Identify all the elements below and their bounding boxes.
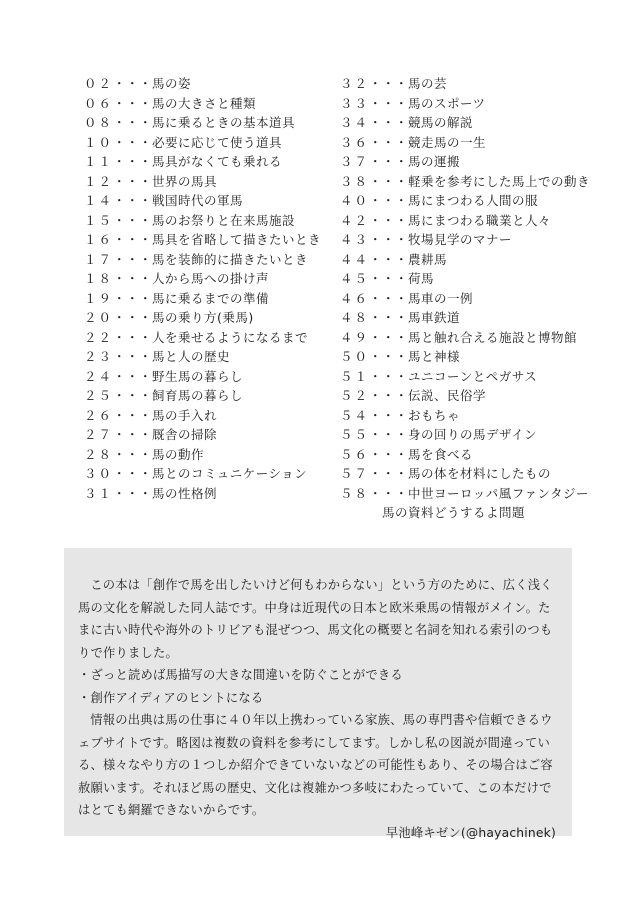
toc-title: 野生馬の暮らし	[152, 368, 244, 384]
toc-entry	[340, 172, 600, 192]
toc-entry	[84, 425, 339, 445]
toc-entry	[340, 484, 600, 523]
toc-separator: ・・・	[113, 427, 153, 442]
toc-title: 馬具がなくても乗れる	[152, 154, 283, 169]
toc-entry	[340, 74, 600, 94]
toc-page-number: １６	[84, 232, 114, 247]
toc-page-number: １９	[84, 290, 114, 306]
toc-separator: ・・・	[113, 173, 153, 189]
toc-page-number: ３０	[84, 466, 114, 481]
toc-page-number: ２８	[84, 446, 114, 462]
toc-page-number: ２７	[84, 427, 114, 442]
toc-separator: ・・・	[113, 290, 153, 306]
toc-title: 人から馬への掛け声	[152, 271, 270, 286]
toc-entry	[84, 464, 339, 484]
toc-entry	[84, 328, 339, 348]
toc-separator: ・・・	[113, 349, 153, 364]
toc-separator: ・・・	[113, 368, 153, 384]
toc-page-number: ４５	[340, 271, 370, 286]
toc-title: 荷馬	[408, 271, 435, 286]
toc-separator: ・・・	[369, 368, 409, 384]
toc-entry	[84, 211, 339, 231]
intro-bullet: ・ざっと読めば馬描写の大きな間違いを防ぐことができる	[78, 668, 403, 682]
toc-separator: ・・・	[369, 388, 409, 403]
toc-title: 馬の芸	[408, 76, 448, 91]
toc-page-number: ３７	[340, 154, 370, 169]
toc-title: 世界の馬具	[152, 173, 218, 189]
toc-entry	[84, 250, 339, 270]
toc-entry	[84, 445, 339, 465]
toc-entry	[84, 113, 339, 133]
toc-separator: ・・・	[113, 407, 153, 423]
toc-entry	[340, 406, 600, 426]
toc-title: 馬を装飾的に描きたいとき	[152, 251, 309, 267]
toc-title: 馬車鉄道	[408, 310, 461, 325]
toc-page-number: ２４	[84, 368, 114, 384]
toc-page-number: １１	[84, 154, 114, 169]
toc-title: 馬具を省略して描きたいとき	[152, 232, 322, 247]
toc-page-number: １８	[84, 271, 114, 286]
toc-entry	[84, 172, 339, 192]
toc-entry	[84, 230, 339, 250]
toc-entry	[340, 250, 600, 270]
toc-page-number: ５２	[340, 388, 370, 403]
toc-title: 馬にまつわる職業と人々	[408, 212, 552, 228]
toc-entry	[340, 289, 600, 309]
toc-entry	[84, 191, 339, 211]
toc-title: 馬の体を材料にしたもの	[408, 466, 552, 481]
toc-title: 馬を食べる	[408, 446, 474, 462]
toc-separator: ・・・	[369, 115, 409, 130]
toc-page-number: ５７	[340, 466, 370, 481]
toc-title: 馬と神様	[408, 349, 461, 364]
toc-separator: ・・・	[113, 212, 153, 228]
toc-page-number: ４４	[340, 251, 370, 267]
toc-entry	[340, 191, 600, 211]
toc-separator: ・・・	[369, 485, 409, 501]
toc-separator: ・・・	[113, 466, 153, 481]
toc-entry	[340, 94, 600, 114]
toc-title: 軽乗を参考にした馬上での動き	[408, 173, 591, 189]
toc-separator: ・・・	[369, 134, 409, 150]
toc-title: 馬に乗るまでの準備	[152, 290, 270, 306]
toc-entry	[340, 386, 600, 406]
toc-separator: ・・・	[369, 427, 409, 442]
toc-entry	[84, 289, 339, 309]
toc-entry	[84, 386, 339, 406]
toc-page-number: ２２	[84, 329, 114, 345]
toc-title: 競走馬の一生	[408, 134, 487, 150]
toc-page-number: ０６	[84, 95, 114, 111]
toc-entry	[340, 347, 600, 367]
toc-title: 中世ヨーロッパ風ファンタジー	[408, 485, 590, 501]
toc-separator: ・・・	[369, 310, 409, 325]
toc-separator: ・・・	[369, 407, 409, 423]
toc-entry	[340, 211, 600, 231]
toc-separator: ・・・	[369, 466, 409, 481]
toc-separator: ・・・	[369, 76, 409, 91]
toc-title: 馬の運搬	[408, 154, 461, 169]
toc-title: 馬の姿	[152, 76, 192, 91]
toc-page-number: ３２	[340, 76, 370, 91]
toc-separator: ・・・	[113, 251, 153, 267]
toc-title: 馬の手入れ	[152, 407, 218, 423]
toc-title: 馬にまつわる人間の服	[408, 193, 539, 208]
toc-page-number: １４	[84, 193, 114, 208]
toc-page-number: ３３	[340, 95, 370, 111]
toc-page-number: ２０	[84, 310, 114, 325]
author-signature: 早池峰キゼン(@hayachinek)	[385, 825, 556, 840]
toc-entry	[84, 406, 339, 426]
toc-separator: ・・・	[113, 115, 153, 130]
toc-entry	[84, 269, 339, 289]
toc-page-number: ３８	[340, 173, 370, 189]
toc-entry	[84, 74, 339, 94]
toc-page-number: ５５	[340, 427, 370, 442]
toc-entry	[340, 464, 600, 484]
toc-entry	[340, 367, 600, 387]
toc-entry	[340, 425, 600, 445]
toc-title: 人を乗せるようになるまで	[152, 329, 309, 345]
toc-page-number: １２	[84, 173, 114, 189]
toc-entry	[84, 133, 339, 153]
toc-separator: ・・・	[113, 95, 153, 111]
toc-title: 馬と人の歴史	[152, 349, 231, 364]
toc-page-number: ３６	[340, 134, 370, 150]
toc-title: 身の回りの馬デザイン	[408, 427, 538, 442]
toc-separator: ・・・	[369, 349, 409, 364]
toc-title: 牧場見学のマナー	[408, 232, 513, 247]
toc-separator: ・・・	[113, 134, 153, 150]
toc-separator: ・・・	[369, 212, 409, 228]
toc-separator: ・・・	[369, 446, 409, 462]
toc-title: 伝説、民俗学	[408, 388, 487, 403]
toc-title: おもちゃ	[408, 407, 461, 423]
toc-separator: ・・・	[113, 154, 153, 169]
toc-separator: ・・・	[369, 271, 409, 286]
toc-title: 馬に乗るときの基本道具	[152, 115, 296, 130]
toc-right-column	[340, 74, 600, 523]
toc-entry	[84, 152, 339, 172]
toc-separator: ・・・	[369, 173, 409, 189]
toc-page-number: ４９	[340, 329, 370, 345]
intro-paragraph: 情報の出典は馬の仕事に４０年以上携わっている家族、馬の専門書や信頼できるウェブサイトです。略図は複数の資料を参考にしてます。しかし私の図説が間違っている、様々なやり方の１つしか紹介できていないなどの可能性もあり、その場合はご容赦願います。それほど馬の歴史、文化は複雑かつ多岐にわたっていて、この本だけではとても網羅できないからです。	[78, 713, 553, 817]
toc-separator: ・・・	[113, 388, 153, 403]
toc-entry	[84, 367, 339, 387]
intro-bullet: ・創作アイディアのヒントになる	[78, 690, 264, 705]
toc-page-number: ２５	[84, 388, 114, 403]
toc-title: 馬と触れ合える施設と博物館	[408, 329, 578, 345]
toc-entry	[84, 308, 339, 328]
toc-page-number: ４８	[340, 310, 370, 325]
toc-separator: ・・・	[369, 329, 409, 345]
toc-title: 農耕馬	[408, 251, 448, 267]
intro-paragraph: この本は「創作で馬を出したいけど何もわからない」という方のために、広く浅く馬の文化を解説した同人誌です。中身は近現代の日本と欧米乗馬の情報がメイン。たまに古い時代や海外のトリビアも混ぜつつ、馬文化の概要と名詞を知れる索引のつもりで作りました。	[78, 578, 553, 660]
toc-page-number: ４０	[340, 193, 370, 208]
toc-separator: ・・・	[369, 251, 409, 267]
toc-title: 馬車の一例	[408, 290, 474, 306]
toc-title: 馬のお祭りと在来馬施設	[152, 212, 296, 228]
toc-title: 厩舎の掃除	[152, 427, 218, 442]
toc-title: 馬の動作	[152, 446, 205, 462]
toc-separator: ・・・	[369, 95, 409, 111]
toc-entry	[340, 445, 600, 465]
toc-separator: ・・・	[113, 232, 153, 247]
toc-entry	[340, 269, 600, 289]
toc-separator: ・・・	[113, 329, 153, 345]
toc-page-number: １０	[84, 134, 114, 150]
toc-entry	[340, 230, 600, 250]
toc-page-number: １７	[84, 251, 114, 267]
toc-title: 馬の大きさと種類	[152, 95, 257, 111]
toc-title: ユニコーンとペガサス	[408, 368, 538, 384]
toc-title: 馬とのコミュニケーション	[152, 466, 308, 481]
toc-title: 馬の性格例	[152, 485, 218, 501]
toc-page-number: ０８	[84, 115, 114, 130]
toc-entry	[340, 113, 600, 133]
toc-separator: ・・・	[369, 154, 409, 169]
toc-separator: ・・・	[113, 485, 153, 501]
toc-title: 馬の乗り方(乗馬)	[152, 310, 254, 325]
toc-title-continuation: 馬の資料どうするよ問題	[382, 505, 526, 520]
toc-entry	[340, 133, 600, 153]
toc-separator: ・・・	[113, 271, 153, 286]
toc-title: 馬のスポーツ	[408, 95, 486, 111]
toc-title: 飼育馬の暮らし	[152, 388, 244, 403]
toc-separator: ・・・	[369, 232, 409, 247]
toc-left-column	[84, 74, 339, 503]
toc-separator: ・・・	[369, 193, 409, 208]
toc-title: 競馬の解説	[408, 115, 474, 130]
toc-page-number: ５８	[340, 485, 370, 501]
toc-page-number: １５	[84, 212, 114, 228]
toc-separator: ・・・	[113, 310, 153, 325]
toc-separator: ・・・	[113, 446, 153, 462]
toc-page-number: ０２	[84, 76, 114, 91]
toc-page-number: ３１	[84, 485, 114, 501]
toc-entry	[84, 94, 339, 114]
toc-page-number: ５１	[340, 368, 370, 384]
toc-separator: ・・・	[113, 193, 153, 208]
toc-page-number: ５６	[340, 446, 370, 462]
toc-separator: ・・・	[369, 290, 409, 306]
toc-entry	[340, 328, 600, 348]
toc-page-number: ５４	[340, 407, 370, 423]
toc-page-number: ２３	[84, 349, 114, 364]
toc-entry	[340, 152, 600, 172]
toc-entry	[84, 347, 339, 367]
toc-title: 戦国時代の軍馬	[152, 193, 244, 208]
toc-entry	[84, 484, 339, 504]
toc-separator: ・・・	[113, 76, 153, 91]
toc-page-number: ３４	[340, 115, 370, 130]
toc-page-number: ２６	[84, 407, 114, 423]
toc-page-number: ５０	[340, 349, 370, 364]
toc-page-number: ４２	[340, 212, 370, 228]
toc-page-number: ４６	[340, 290, 370, 306]
toc-title: 必要に応じて使う道具	[152, 134, 283, 150]
toc-page-number: ４３	[340, 232, 370, 247]
toc-entry	[340, 308, 600, 328]
intro-text	[78, 574, 560, 844]
